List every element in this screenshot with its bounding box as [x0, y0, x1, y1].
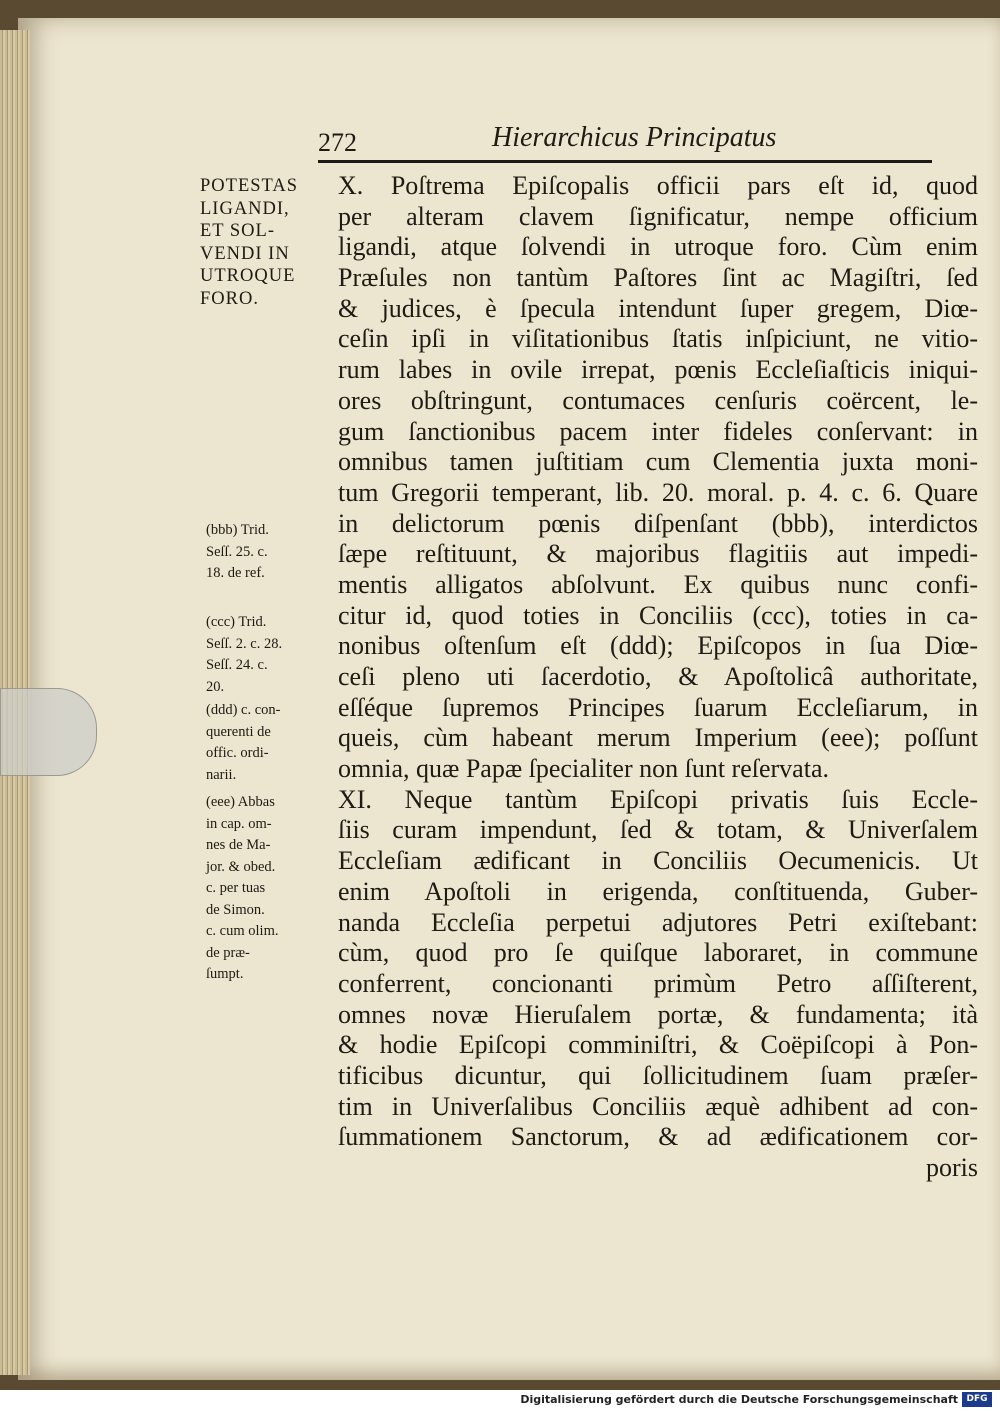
body-line: cùm, quod pro ſe quiſque laboraret, in commune	[338, 938, 978, 968]
page-header	[318, 118, 930, 162]
catchword: poris	[926, 1153, 978, 1182]
footer-bar	[0, 1390, 1000, 1411]
marginal-title-line: UTROQUE	[200, 266, 296, 286]
body-line: citur id, quod toties in Conciliis (ccc), toties in ca-	[338, 600, 978, 630]
note-line: c. per tuas	[206, 880, 266, 896]
note-line: offic. ordi-	[206, 745, 269, 761]
body-text	[338, 171, 978, 1184]
note-line: jor. & obed.	[206, 858, 276, 875]
marginal-title-line: VENDI IN	[200, 243, 290, 264]
body-line: ores obſtringunt, contumaces cenſuris coërcent, le-	[338, 385, 978, 415]
dfg-logo: DFG	[962, 1392, 992, 1407]
body-line: & hodie Epiſcopi comminiſtri, & Coëpiſcopi à Pon-	[338, 1030, 978, 1060]
body-line: conferrent, concionanti primùm Petro aſſiſterent,	[338, 968, 978, 998]
body-line: nonibus oſtenſum eſt (ddd); Epiſcopos in ſua Diœ-	[338, 631, 978, 661]
note-line: narii.	[206, 766, 237, 783]
body-line: ceſi pleno uti ſacerdotio, & Apoſtolicâ authoritate,	[338, 662, 978, 691]
note-line: de præ-	[206, 944, 250, 961]
body-line: & judices, è ſpecula intendunt ſuper gregem, Diœ-	[338, 293, 978, 323]
note-line: ſumpt.	[206, 966, 244, 982]
marginal-note-ddd	[206, 700, 338, 786]
marginal-note-ccc	[206, 612, 338, 698]
body-line: X. Poſtrema Epiſcopalis officii pars eſt id, quod	[338, 171, 978, 200]
body-line: rum labes in ovile irrepat, pœnis Eccleſiaſticis iniqui-	[338, 355, 978, 385]
body-line: ſummationem Sanctorum, & ad ædificationem cor-	[338, 1122, 978, 1152]
body-line: ſiis curam impendunt, ſed & totam, & Univerſalem	[338, 815, 978, 845]
note-line: Seſſ. 2. c. 28.	[206, 635, 283, 652]
body-line: tificibus dicuntur, qui ſollicitudinem ſuam præſer-	[338, 1060, 978, 1090]
body-line: omnibus tamen juſtitiam cum Clementia juxta moni-	[338, 447, 978, 477]
body-line: Præſules non tantùm Paſtores ſint ac Magiſtri, ſed	[338, 263, 978, 293]
running-title: Hierarchicus Principatus	[492, 122, 777, 153]
body-line: in delictorum pœnis diſpenſant (bbb), interdictos	[338, 508, 978, 538]
header-rule	[318, 160, 932, 163]
body-line: omnes novæ Hieruſalem portæ, & fundamenta; ità	[338, 999, 978, 1029]
note-line: 18. de ref.	[206, 565, 265, 581]
page-clip	[0, 688, 97, 776]
note-line: Seſſ. 24. c.	[206, 657, 268, 673]
note-line: nes de Ma-	[206, 837, 271, 853]
note-line: in cap. om-	[206, 815, 272, 832]
note-line: Seſſ. 25. c.	[206, 543, 268, 560]
note-line: (eee) Abbas	[206, 794, 275, 810]
note-line: (bbb) Trid.	[206, 522, 269, 538]
body-line: eſſéque ſupremos Principes ſuarum Eccleſiarum, in	[338, 692, 978, 722]
body-line: XI. Neque tantùm Epiſcopi privatis ſuis Eccle-	[338, 784, 978, 814]
note-line: de Simon.	[206, 901, 265, 918]
note-line: querenti de	[206, 723, 271, 740]
marginal-note-eee	[206, 792, 338, 986]
body-line: omnia, quæ Papæ ſpecialiter non ſunt reſervata.	[338, 754, 829, 784]
body-line: nanda Eccleſia perpetui adjutores Petri exiſtebant:	[338, 907, 978, 937]
body-line: enim Apoſtoli in erigenda, conſtituenda, Guber-	[338, 876, 978, 906]
body-line: tum Gregorii temperant, lib. 20. moral. p. 4. c. 6. Quare	[338, 477, 978, 507]
marginal-title-line: FORO.	[200, 288, 259, 309]
body-line: queis, cùm habeant merum Imperium (eee); poſſunt	[338, 723, 978, 753]
note-line: (ccc) Trid.	[206, 614, 267, 630]
body-line: mentis alligatos abſolvunt. Ex quibus nunc confi-	[338, 569, 978, 599]
body-line: ceſin ipſi in viſitationibus ſtatis inſpiciunt, ne vitio-	[338, 324, 978, 354]
note-line: (ddd) c. con-	[206, 702, 281, 718]
marginal-title-line: LIGANDI,	[200, 198, 290, 219]
body-line: tim in Univerſalibus Conciliis æquè adhibent ad con-	[338, 1091, 978, 1121]
funding-credit: Digitalisierung gefördert durch die Deutsche Forschungsgemeinschaft	[520, 1393, 958, 1406]
body-line: ſæpe reſtituunt, & majoribus flagitiis aut impedi-	[338, 539, 978, 569]
marginal-title	[200, 175, 325, 310]
page-number: 272	[318, 128, 357, 157]
note-line: c. cum olim.	[206, 923, 279, 939]
body-line: ligandi, atque ſolvendi in utroque foro. Cùm enim	[338, 232, 978, 262]
note-line: 20.	[206, 678, 225, 695]
body-line: Eccleſiam ædificant in Conciliis Oecumenicis. Ut	[338, 846, 978, 876]
body-line: gum ſanctionibus pacem inter fideles conſervant: in	[338, 416, 978, 446]
marginal-note-bbb	[206, 520, 338, 585]
body-line: per alteram clavem ſignificatur, nempe officium	[338, 201, 978, 231]
marginal-title-line: ET SOL-	[200, 221, 276, 241]
marginal-title-line: POTESTAS	[200, 176, 299, 196]
